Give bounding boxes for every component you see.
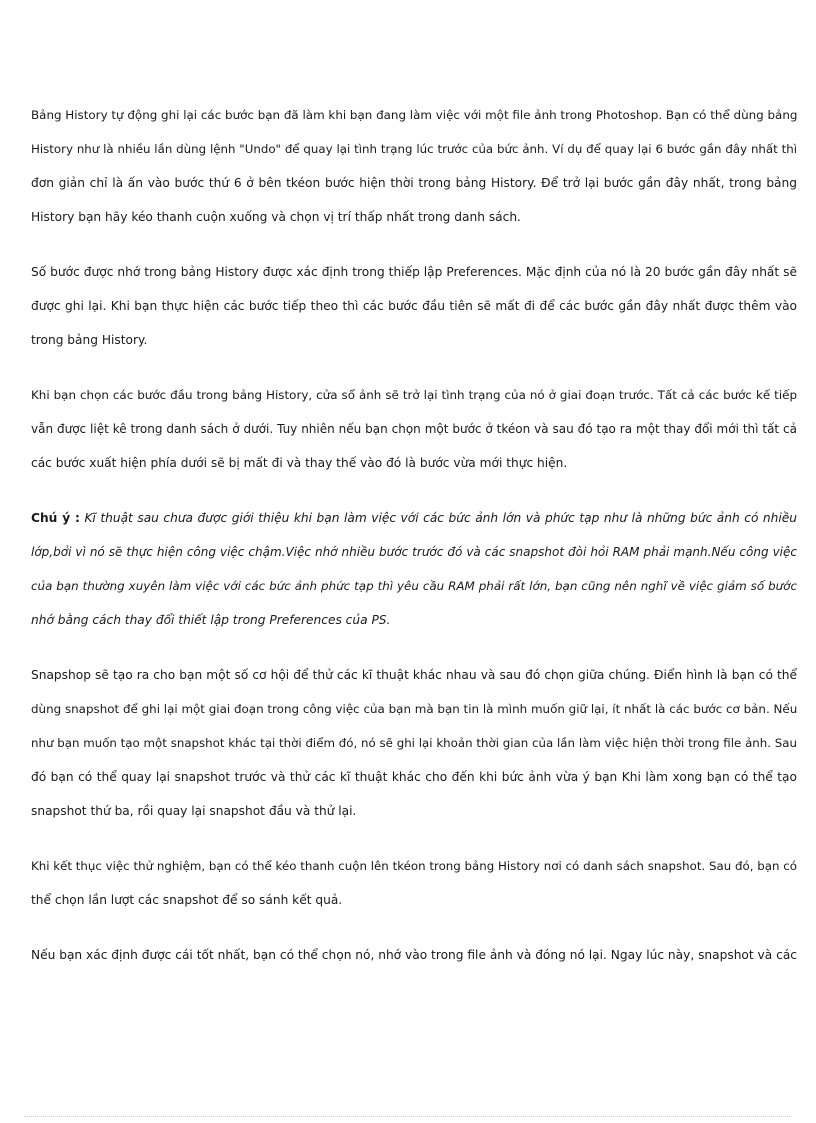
- paragraph-history-panel: [31, 98, 797, 234]
- text-line: nhớ bằng cách thay đổi thiết lập trong Preferences của PS.: [31, 613, 391, 627]
- text-line: lớp,bởi vì nó sẽ thực hiện công việc chậm.Việc nhớ nhiều bước trước đó và các snapshot đòi hỏi RAM phải mạnh.Nếu công việc: [31, 545, 797, 559]
- text-line: trong bảng History.: [31, 333, 148, 347]
- note-text: Kĩ thuật sau chưa được giới thiệu khi bạn làm việc với các bức ảnh lớn và phức tạp như là những bức ảnh có nhiều: [84, 511, 797, 525]
- text-line: Snapshop sẽ tạo ra cho bạn một số cơ hội để thử các kĩ thuật khác nhau và sau đó chọn giữa chúng. Điển hình là bạn có thể: [31, 668, 797, 682]
- paragraph-select-state: [31, 378, 797, 480]
- text-line: dùng snapshot để ghi lại một giai đoạn trong công việc của bạn mà bạn tin là mình muốn giữ lại, ít nhất là các bước cơ bản. Nếu: [31, 702, 798, 716]
- text-line: đơn giản chỉ là ấn vào bước thứ 6 ở bên tkéon bước hiện thời trong bảng History. Để trở lại bước gần đây nhất, trong bảng: [31, 176, 797, 190]
- page-bottom-divider: [24, 1116, 792, 1117]
- text-line: Bảng History tự động ghi lại các bước bạn đã làm khi bạn đang làm việc với một file ảnh trong Photoshop. Bạn có thể dùng bảng: [31, 108, 798, 122]
- text-line: được ghi lại. Khi bạn thực hiện các bước tiếp theo thì các bước đầu tiên sẽ mất đi để các bước gần đây nhất được thêm vào: [31, 299, 797, 313]
- text-line: đó bạn có thể quay lại snapshot trước và thử các kĩ thuật khác cho đến khi bức ảnh vừa ý bạn Khi làm xong bạn có thể tạo: [31, 770, 797, 784]
- paragraph-snapshot: [31, 658, 797, 828]
- text-line: History như là nhiều lần dùng lệnh "Undo" để quay lại tình trạng lúc trước của bức ảnh. Ví dụ để quay lại 6 bước gần đây nhất thì: [31, 142, 797, 156]
- paragraph-note: [31, 501, 797, 637]
- text-line: vẫn được liệt kê trong danh sách ở dưới. Tuy nhiên nếu bạn chọn một bước ở tkéon và sau đó tạo ra một thay đổi mới thì tất cả: [31, 422, 797, 436]
- text-line: History bạn hãy kéo thanh cuộn xuống và chọn vị trí thấp nhất trong danh sách.: [31, 210, 521, 224]
- text-line: như bạn muốn tạo một snapshot khác tại thời điểm đó, nó sẽ ghi lại khoản thời gian của lần làm việc hiện thời trong file ảnh. Sau: [31, 736, 797, 750]
- document-body: [31, 98, 797, 997]
- text-line: Khi bạn chọn các bước đầu trong bảng History, cửa sổ ảnh sẽ trở lại tình trạng của nó ở giai đoạn trước. Tất cả các bước kế tiếp: [31, 388, 797, 402]
- text-line: Nếu bạn xác định được cái tốt nhất, bạn có thể chọn nó, nhớ vào trong file ảnh và đóng nó lại. Ngay lúc này, snapshot và các: [31, 948, 797, 962]
- paragraph-history-states: [31, 255, 797, 357]
- text-line: Số bước được nhớ trong bảng History được xác định trong thiếp lập Preferences. Mặc định của nó là 20 bước gần đây nhất sẽ: [31, 265, 797, 279]
- text-line: [31, 501, 797, 535]
- paragraph-choose-best: [31, 938, 797, 972]
- text-line: thể chọn lần lượt các snapshot để so sánh kết quả.: [31, 893, 343, 907]
- text-line: của bạn thường xuyên làm việc với các bức ảnh phức tạp thì yêu cầu RAM phải rất lớn, bạn cũng nên nghĩ về việc giảm số bước: [31, 579, 797, 593]
- text-line: các bước xuất hiện phía dưới sẽ bị mất đi và thay thế vào đó là bước vừa mới thực hiện.: [31, 456, 568, 470]
- note-label: Chú ý :: [31, 511, 80, 525]
- text-line: snapshot thứ ba, rồi quay lại snapshot đầu và thử lại.: [31, 804, 357, 818]
- text-line: Khi kết thục việc thử nghiệm, bạn có thể kéo thanh cuộn lên tkéon trong bảng History nơi có danh sách snapshot. Sau đó, bạn có: [31, 859, 797, 873]
- paragraph-compare-snapshots: [31, 849, 797, 917]
